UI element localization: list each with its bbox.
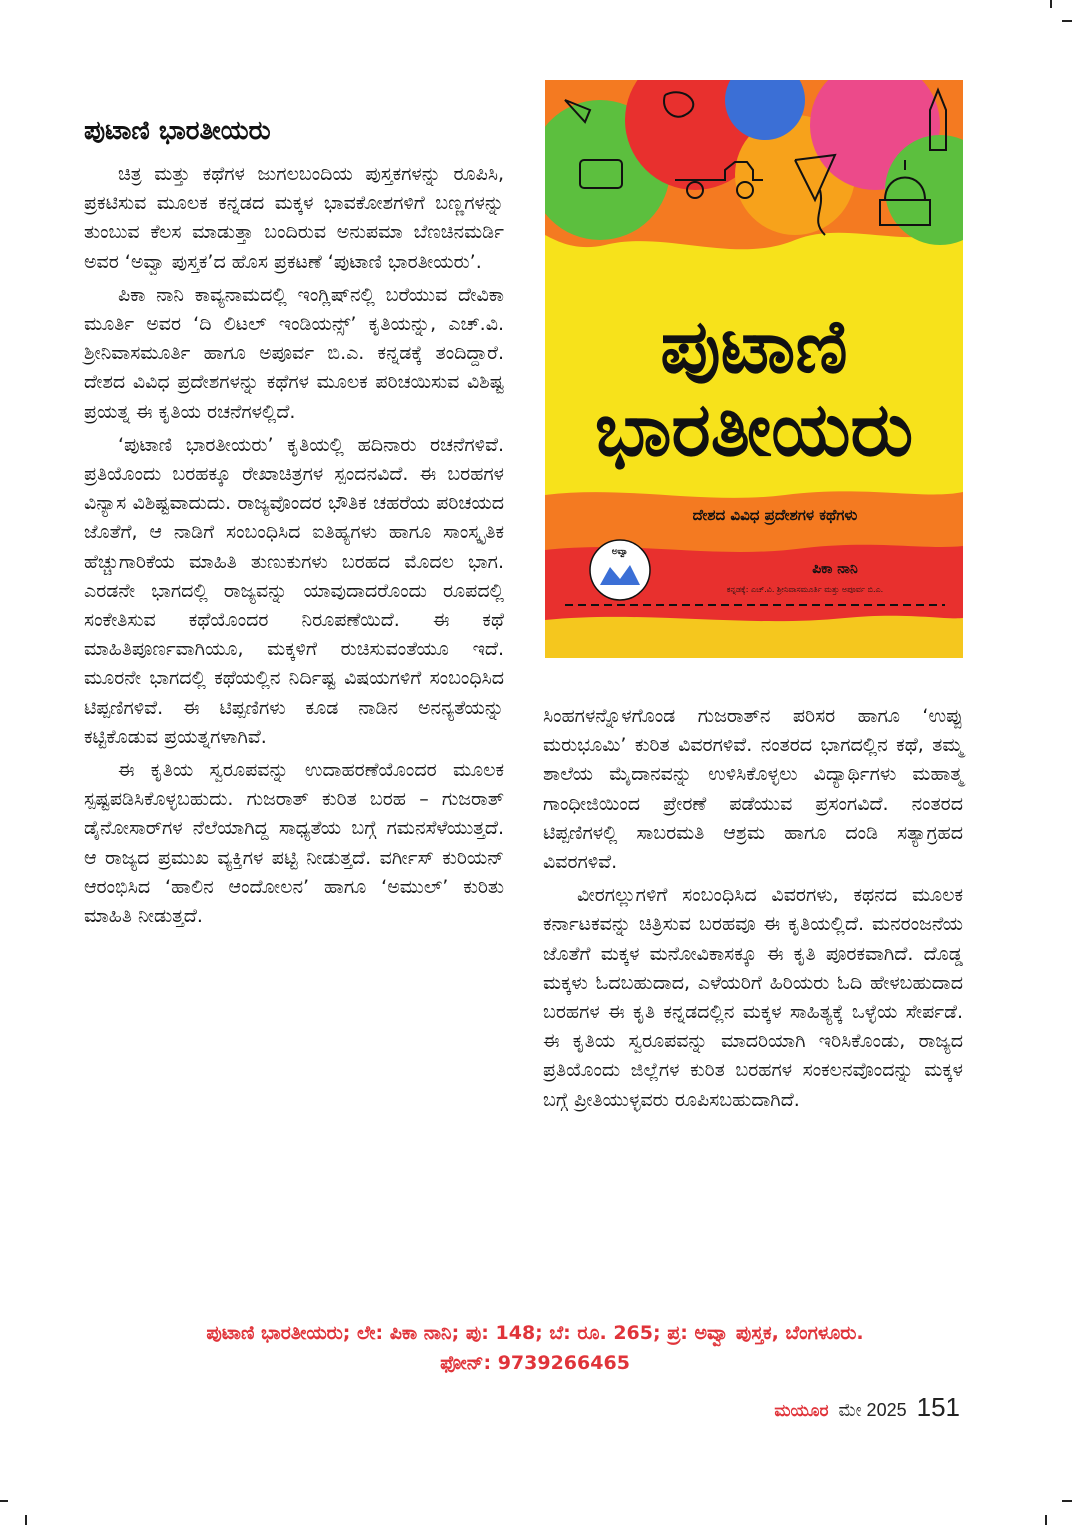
page-number: 151 [916, 1392, 960, 1422]
crop-mark [25, 1515, 27, 1525]
left-column [84, 160, 504, 935]
cover-translators: ಕನ್ನಡಕ್ಕೆ: ಎಚ್.ವಿ. ಶ್ರೀನಿವಾಸಮೂರ್ತಿ ಮತ್ತು ಅಪೂರ್ವ ಬಿ.ಎ. [726, 585, 884, 594]
crop-mark [1062, 20, 1072, 22]
article-title: ಪುಟಾಣಿ ಭಾರತೀಯರು [84, 116, 271, 146]
crop-mark [1050, 0, 1052, 8]
book-cover [545, 80, 963, 658]
cover-subtitle: ದೇಶದ ವಿವಿಧ ಪ್ರದೇಶಗಳ ಕಥೆಗಳು [692, 506, 858, 524]
cover-title-line1: ಪುಟಾಣಿ [660, 304, 848, 390]
magazine-name: ಮಯೂರ [774, 1401, 829, 1421]
paragraph: ಈ ಕೃತಿಯ ಸ್ವರೂಪವನ್ನು ಉದಾಹರಣೆಯೊಂದರ ಮೂಲಕ ಸ್ಪಷ್ಟಪಡಿಸಿಕೊಳ್ಳಬಹುದು. ಗುಜರಾತ್ ಕುರಿತ ಬರಹ – ಗುಜರಾತ್ ಡೈನೋಸಾರ್‌ಗಳ ನೆಲೆಯಾಗಿದ್ದ ಸಾಧ್ಯತೆಯ ಬಗ್ಗೆ ಗಮನಸೆಳೆಯುತ್ತದೆ. ಆ ರಾಜ್ಯದ ಪ್ರಮುಖ ವ್ಯಕ್ತಿಗಳ ಪಟ್ಟಿ ನೀಡುತ್ತದೆ. ವರ್ಗೀಸ್ ಕುರಿಯನ್ ಆರಂಭಿಸಿದ ‘ಹಾಲಿನ ಆಂದೋಲನ’ ಹಾಗೂ ‘ಅಮುಲ್’ ಕುರಿತು ಮಾಹಿತಿ ನೀಡುತ್ತದೆ. [84, 759, 504, 928]
paragraph: ಚಿತ್ರ ಮತ್ತು ಕಥೆಗಳ ಜುಗಲಬಂದಿಯ ಪುಸ್ತಕಗಳನ್ನು ರೂಪಿಸಿ, ಪ್ರಕಟಿಸುವ ಮೂಲಕ ಕನ್ನಡದ ಮಕ್ಕಳ ಭಾವಕೋಶಗಳಿಗೆ ಬಣ್ಣಗಳನ್ನು ತುಂಬುವ ಕೆಲಸ ಮಾಡುತ್ತಾ ಬಂದಿರುವ ಅನುಪಮಾ ಬೆಣಚಿನಮರ್ಡಿ ಅವರ ‘ಅವ್ವಾ ಪುಸ್ತಕ’ದ ಹೊಸ ಪ್ರಕಟಣೆ ‘ಪುಟಾಣಿ ಭಾರತೀಯರು’. [84, 163, 504, 273]
crop-mark [0, 1500, 8, 1502]
publisher-logo-text: ಅವ್ವಾ [611, 547, 629, 557]
crop-mark [1045, 1515, 1047, 1525]
paragraph-continued: ಸಿಂಹಗಳನ್ನೊಳಗೊಂಡ ಗುಜರಾತ್‌ನ ಪರಿಸರ ಹಾಗೂ ‘ಉಪ್ಪು ಮರುಭೂಮಿ’ ಕುರಿತ ವಿವರಗಳಿವೆ. ನಂತರದ ಭಾಗದಲ್ಲಿನ ಕಥೆ, ತಮ್ಮ ಶಾಲೆಯ ಮೈದಾನವನ್ನು ಉಳಿಸಿಕೊಳ್ಳಲು ವಿದ್ಯಾರ್ಥಿಗಳು ಮಹಾತ್ಮ ಗಾಂಧೀಜಿಯಿಂದ ಪ್ರೇರಣೆ ಪಡೆಯುವ ಪ್ರಸಂಗವಿದೆ. ನಂತರದ ಟಿಪ್ಪಣಿಗಳಲ್ಲಿ ಸಾಬರಮತಿ ಆಶ್ರಮ ಹಾಗೂ ದಂಡಿ ಸತ್ಯಾಗ್ರಹದ ವಿವರಗಳಿವೆ. [543, 705, 963, 874]
cover-title-line2: ಭಾರತೀಯರು [594, 387, 914, 473]
cover-author: ಪಿಕಾ ನಾನಿ [812, 561, 858, 577]
issue-date: ಮೇ 2025 [838, 1400, 907, 1420]
paragraph: ‘ಪುಟಾಣಿ ಭಾರತೀಯರು’ ಕೃತಿಯಲ್ಲಿ ಹದಿನಾರು ರಚನೆಗಳಿವೆ. ಪ್ರತಿಯೊಂದು ಬರಹಕ್ಕೂ ರೇಖಾಚಿತ್ರಗಳ ಸ್ಪಂದನವಿದೆ. ಈ ಬರಹಗಳ ವಿನ್ಯಾಸ ವಿಶಿಷ್ಟವಾದುದು. ರಾಜ್ಯವೊಂದರ ಭೌತಿಕ ಚಹರೆಯ ಪರಿಚಯದ ಜೊತೆಗೆ, ಆ ನಾಡಿಗೆ ಸಂಬಂಧಿಸಿದ ಐತಿಹ್ಯಗಳು ಹಾಗೂ ಸಾಂಸ್ಕೃತಿಕ ಹೆಚ್ಚುಗಾರಿಕೆಯ ಮಾಹಿತಿ ತುಣುಕುಗಳು ಬರಹದ ಮೊದಲ ಭಾಗ. ಎರಡನೇ ಭಾಗದಲ್ಲಿ ರಾಜ್ಯವನ್ನು ಯಾವುದಾದರೊಂದು ರೂಪದಲ್ಲಿ ಸಂಕೇತಿಸುವ ಕಥೆಯೊಂದರ ನಿರೂಪಣೆಯಿದೆ. ಈ ಕಥೆ ಮಾಹಿತಿಪೂರ್ಣವಾಗಿಯೂ, ಮಕ್ಕಳಿಗೆ ರುಚಿಸುವಂತೆಯೂ ಇದೆ. ಮೂರನೇ ಭಾಗದಲ್ಲಿ ಕಥೆಯಲ್ಲಿನ ನಿರ್ದಿಷ್ಟ ವಿಷಯಗಳಿಗೆ ಸಂಬಂಧಿಸಿದ ಟಿಪ್ಪಣಿಗಳಿವೆ. ಈ ಟಿಪ್ಪಣಿಗಳು ಕೂಡ ನಾಡಿನ ಅನನ್ಯತೆಯನ್ನು ಕಟ್ಟಿಕೊಡುವ ಪ್ರಯತ್ನಗಳಾಗಿವೆ. [84, 433, 504, 748]
crop-mark [1062, 1500, 1072, 1502]
book-details: ಪುಟಾಣಿ ಭಾರತೀಯರು; ಲೇ: ಪಿಕಾ ನಾನಿ; ಪು: 148; ಬೆ: ರೂ. 265; ಪ್ರ: ಅವ್ವಾ ಪುಸ್ತಕ, ಬೆಂಗಳೂರು. [206, 1322, 864, 1344]
paragraph: ವೀರಗಲ್ಲುಗಳಿಗೆ ಸಂಬಂಧಿಸಿದ ವಿವರಗಳು, ಕಥನದ ಮೂಲಕ ಕರ್ನಾಟಕವನ್ನು ಚಿತ್ರಿಸುವ ಬರಹವೂ ಈ ಕೃತಿಯಲ್ಲಿದೆ. ಮನರಂಜನೆಯ ಜೊತೆಗೆ ಮಕ್ಕಳ ಮನೋವಿಕಾಸಕ್ಕೂ ಈ ಕೃತಿ ಪೂರಕವಾಗಿದೆ. ದೊಡ್ಡ ಮಕ್ಕಳು ಓದಬಹುದಾದ, ಎಳೆಯರಿಗೆ ಹಿರಿಯರು ಓದಿ ಹೇಳಬಹುದಾದ ಬರಹಗಳ ಈ ಕೃತಿ ಕನ್ನಡದಲ್ಲಿನ ಮಕ್ಕಳ ಸಾಹಿತ್ಯಕ್ಕೆ ಒಳ್ಳೆಯ ಸೇರ್ಪಡೆ. ಈ ಕೃತಿಯ ಸ್ವರೂಪವನ್ನು ಮಾದರಿಯಾಗಿ ಇರಿಸಿಕೊಂಡು, ರಾಜ್ಯದ ಪ್ರತಿಯೊಂದು ಜಿಲ್ಲೆಗಳ ಕುರಿತ ಬರಹಗಳ ಸಂಕಲನವೊಂದನ್ನು ಮಕ್ಕಳ ಬಗ್ಗೆ ಪ್ರೀತಿಯುಳ್ಳವರು ರೂಪಿಸಬಹುದಾಗಿದೆ. [543, 884, 963, 1111]
phone-number: ಫೋನ್: 9739266465 [440, 1352, 630, 1374]
right-column [543, 702, 963, 1119]
book-info [60, 1318, 1010, 1378]
page-footer [774, 1392, 960, 1423]
paragraph: ಪಿಕಾ ನಾನಿ ಕಾವ್ಯನಾಮದಲ್ಲಿ ಇಂಗ್ಲಿಷ್‌ನಲ್ಲಿ ಬರೆಯುವ ದೇವಿಕಾ ಮೂರ್ತಿ ಅವರ ‘ದಿ ಲಿಟಲ್ ಇಂಡಿಯನ್ಸ್’ ಕೃತಿಯನ್ನು, ಎಚ್.ವಿ. ಶ್ರೀನಿವಾಸಮೂರ್ತಿ ಹಾಗೂ ಅಪೂರ್ವ ಬಿ.ಎ. ಕನ್ನಡಕ್ಕೆ ತಂದಿದ್ದಾರೆ. ದೇಶದ ವಿವಿಧ ಪ್ರದೇಶಗಳನ್ನು ಕಥೆಗಳ ಮೂಲಕ ಪರಿಚಯಿಸುವ ವಿಶಿಷ್ಟ ಪ್ರಯತ್ನ ಈ ಕೃತಿಯ ರಚನೆಗಳಲ್ಲಿದೆ. [84, 283, 504, 423]
